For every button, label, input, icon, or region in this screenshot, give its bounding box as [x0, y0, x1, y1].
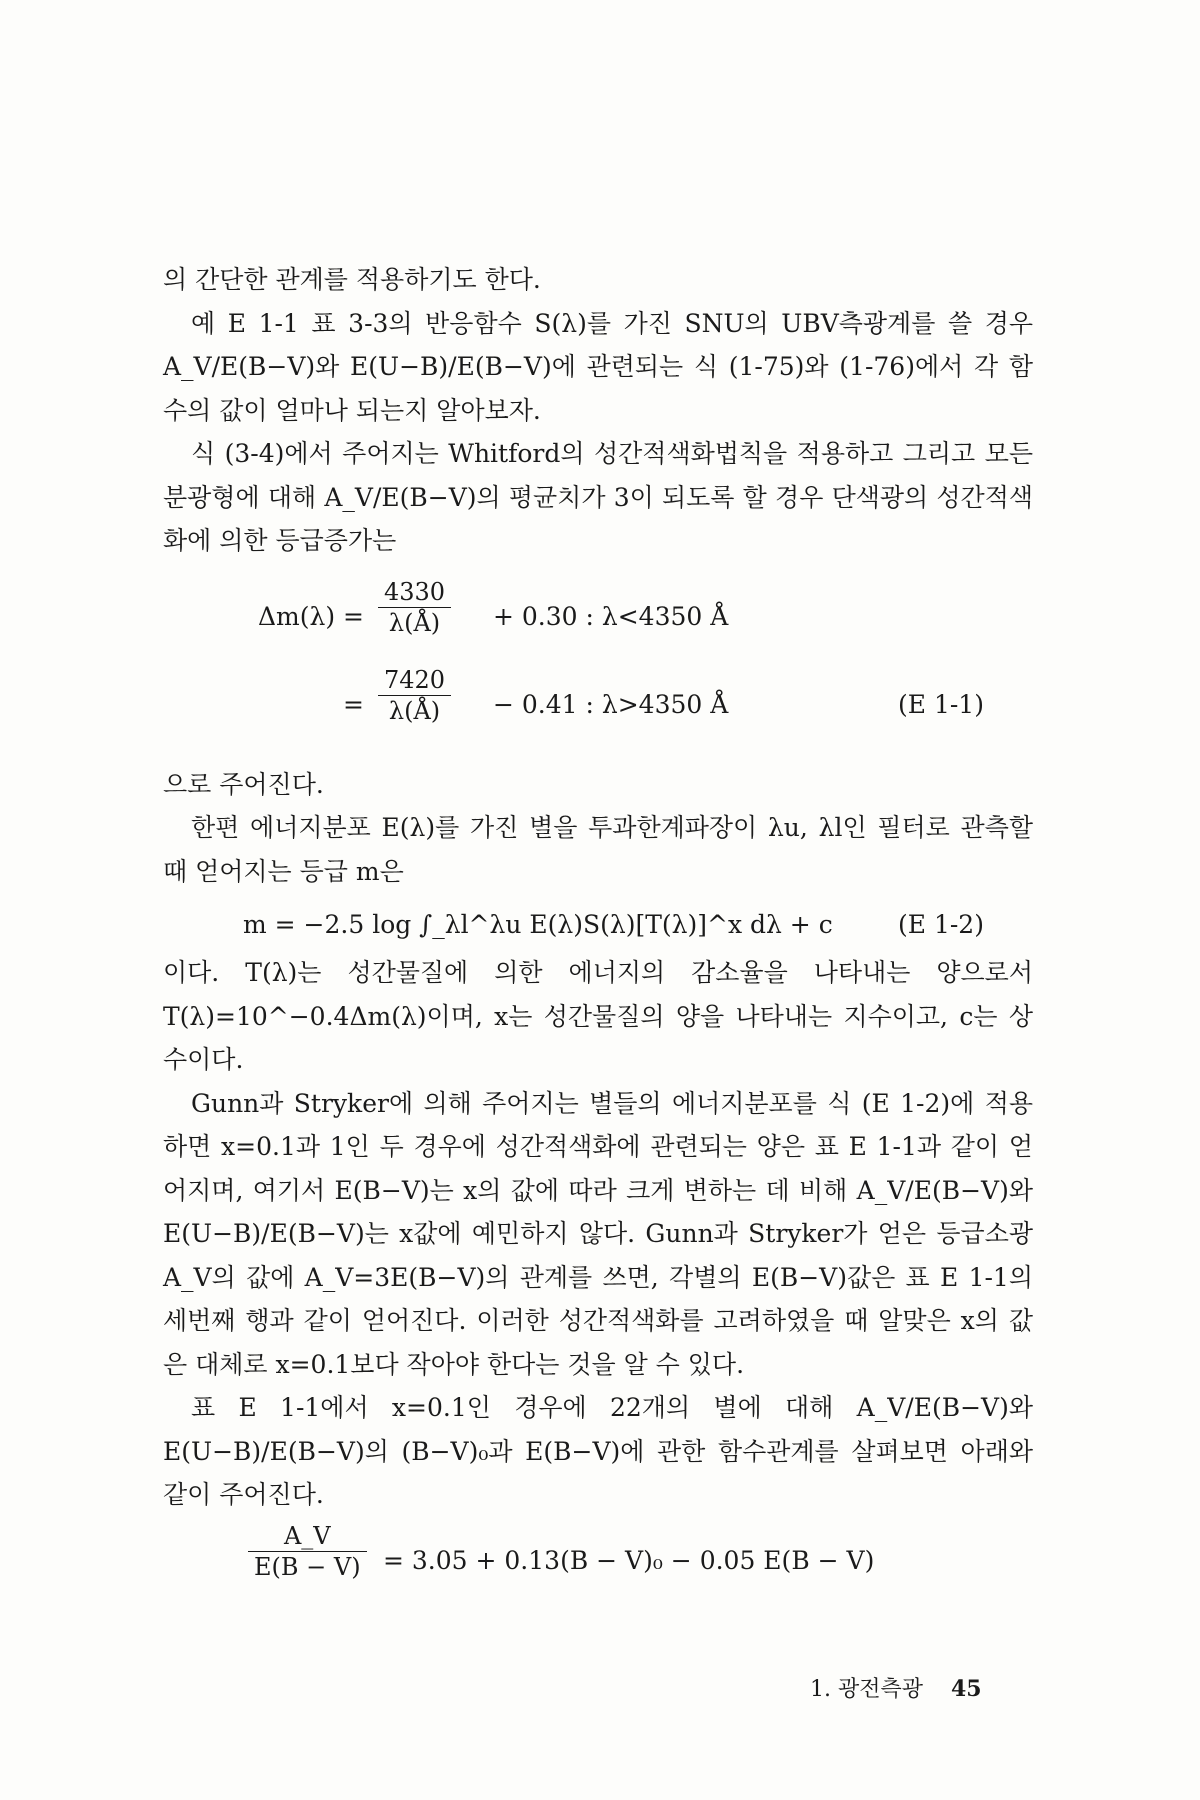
paragraph-gunn-stryker: Gunn과 Stryker에 의해 주어지는 별들의 에너지분포를 식 (E 1-2)에 적용하면 x=0.1과 1인 두 경우에 성간적색화에 관련되는 양은 표 E 1-1과 같이 얻어지며, 여기서 E(B−V)는 x의 값에 따라 크게 변하는 데 비해 A_V/E(B−V)와 E(U−B)/E(B−V)는 x값에 예민하지 않다. Gunn과 Stryker가 얻은 등급소광 A_V의 값에 A_V=3E(B−V)의 관계를 쓰면, 각별의 E(B−V)값은 표 E 1-1의 세번째 행과 같이 얻어진다. 이러한 성간적색화를 고려하였을 때 알맞은 x의 값은 대체로 x=0.1보다 작아야 한다는 것을 알 수 있다.: [163, 1088, 1033, 1379]
fraction-denominator: λ(Å): [388, 608, 441, 637]
fraction-av-ebv: [248, 1521, 367, 1582]
paragraph-table-e1-1: 표 E 1-1에서 x=0.1인 경우에 22개의 별에 대해 A_V/E(B−V)와 E(U−B)/E(B−V)의 (B−V)₀과 E(B−V)에 관한 함수관계를 살펴보면 아래와 같이 주어진다.: [163, 1393, 1033, 1509]
section-title: 1. 광전측광: [810, 1677, 923, 1702]
paragraph-whitford: 식 (3-4)에서 주어지는 Whitford의 성간적색화법칙을 적용하고 그리고 모든 분광형에 대해 A_V/E(B−V)의 평균치가 3이 되도록 할 경우 단색광의 성간적색화에 의한 등급증가는: [163, 439, 1033, 555]
equation-rhs: = 3.05 + 0.13(B − V)₀ − 0.05 E(B − V): [383, 1545, 875, 1575]
equation-term: + 0.30 : λ<4350 Å: [493, 601, 729, 631]
fraction-numerator: 7420: [378, 665, 451, 696]
page-footer: [810, 1672, 982, 1703]
fraction-numerator: A_V: [248, 1521, 367, 1552]
fraction-denominator: E(B − V): [254, 1552, 361, 1581]
fraction-7420: [378, 665, 451, 726]
fraction-4330: [378, 577, 451, 638]
fraction-numerator: 4330: [378, 577, 451, 608]
equation-result: [163, 1517, 1033, 1605]
equation-lhs: Δm(λ) =: [258, 601, 365, 631]
paragraph-intro: 의 간단한 관계를 적용하기도 한다.: [163, 265, 541, 294]
fraction-denominator: λ(Å): [388, 696, 441, 725]
paragraph-filter: 한편 에너지분포 E(λ)를 가진 별을 투과한계파장이 λu, λl인 필터로 관측할 때 얻어지는 등급 m은: [163, 813, 1033, 886]
paragraph-given: 으로 주어진다.: [163, 769, 324, 799]
equation-label: (E 1-1): [898, 689, 984, 719]
paragraph-transmission: 이다. T(λ)는 성간물질에 의한 에너지의 감소율을 나타내는 양으로서 T(λ)=10^−0.4Δm(λ)이며, x는 성간물질의 양을 나타내는 지수이고, c는 상수이다.: [163, 958, 1033, 1074]
page-number: 45: [951, 1676, 982, 1702]
equation-e1-2: [163, 893, 1033, 951]
equation-e1-1-line1: [163, 575, 1033, 663]
equation-label: (E 1-2): [898, 910, 984, 939]
equation-term: − 0.41 : λ>4350 Å: [493, 689, 729, 719]
paragraph-example: 예 E 1-1 표 3-3의 반응함수 S(λ)를 가진 SNU의 UBV측광계를 쓸 경우 A_V/E(B−V)와 E(U−B)/E(B−V)에 관련되는 식 (1-75)와 (1-76)에서 각 함수의 값이 얼마나 되는지 알아보자.: [163, 308, 1033, 425]
equation-e1-1-line2: [163, 663, 1033, 751]
equals-sign: =: [343, 689, 364, 719]
equation-body: m = −2.5 log ∫_λl^λu E(λ)S(λ)[T(λ)]^x dλ + c: [243, 910, 833, 939]
body-text: [163, 258, 1033, 1605]
